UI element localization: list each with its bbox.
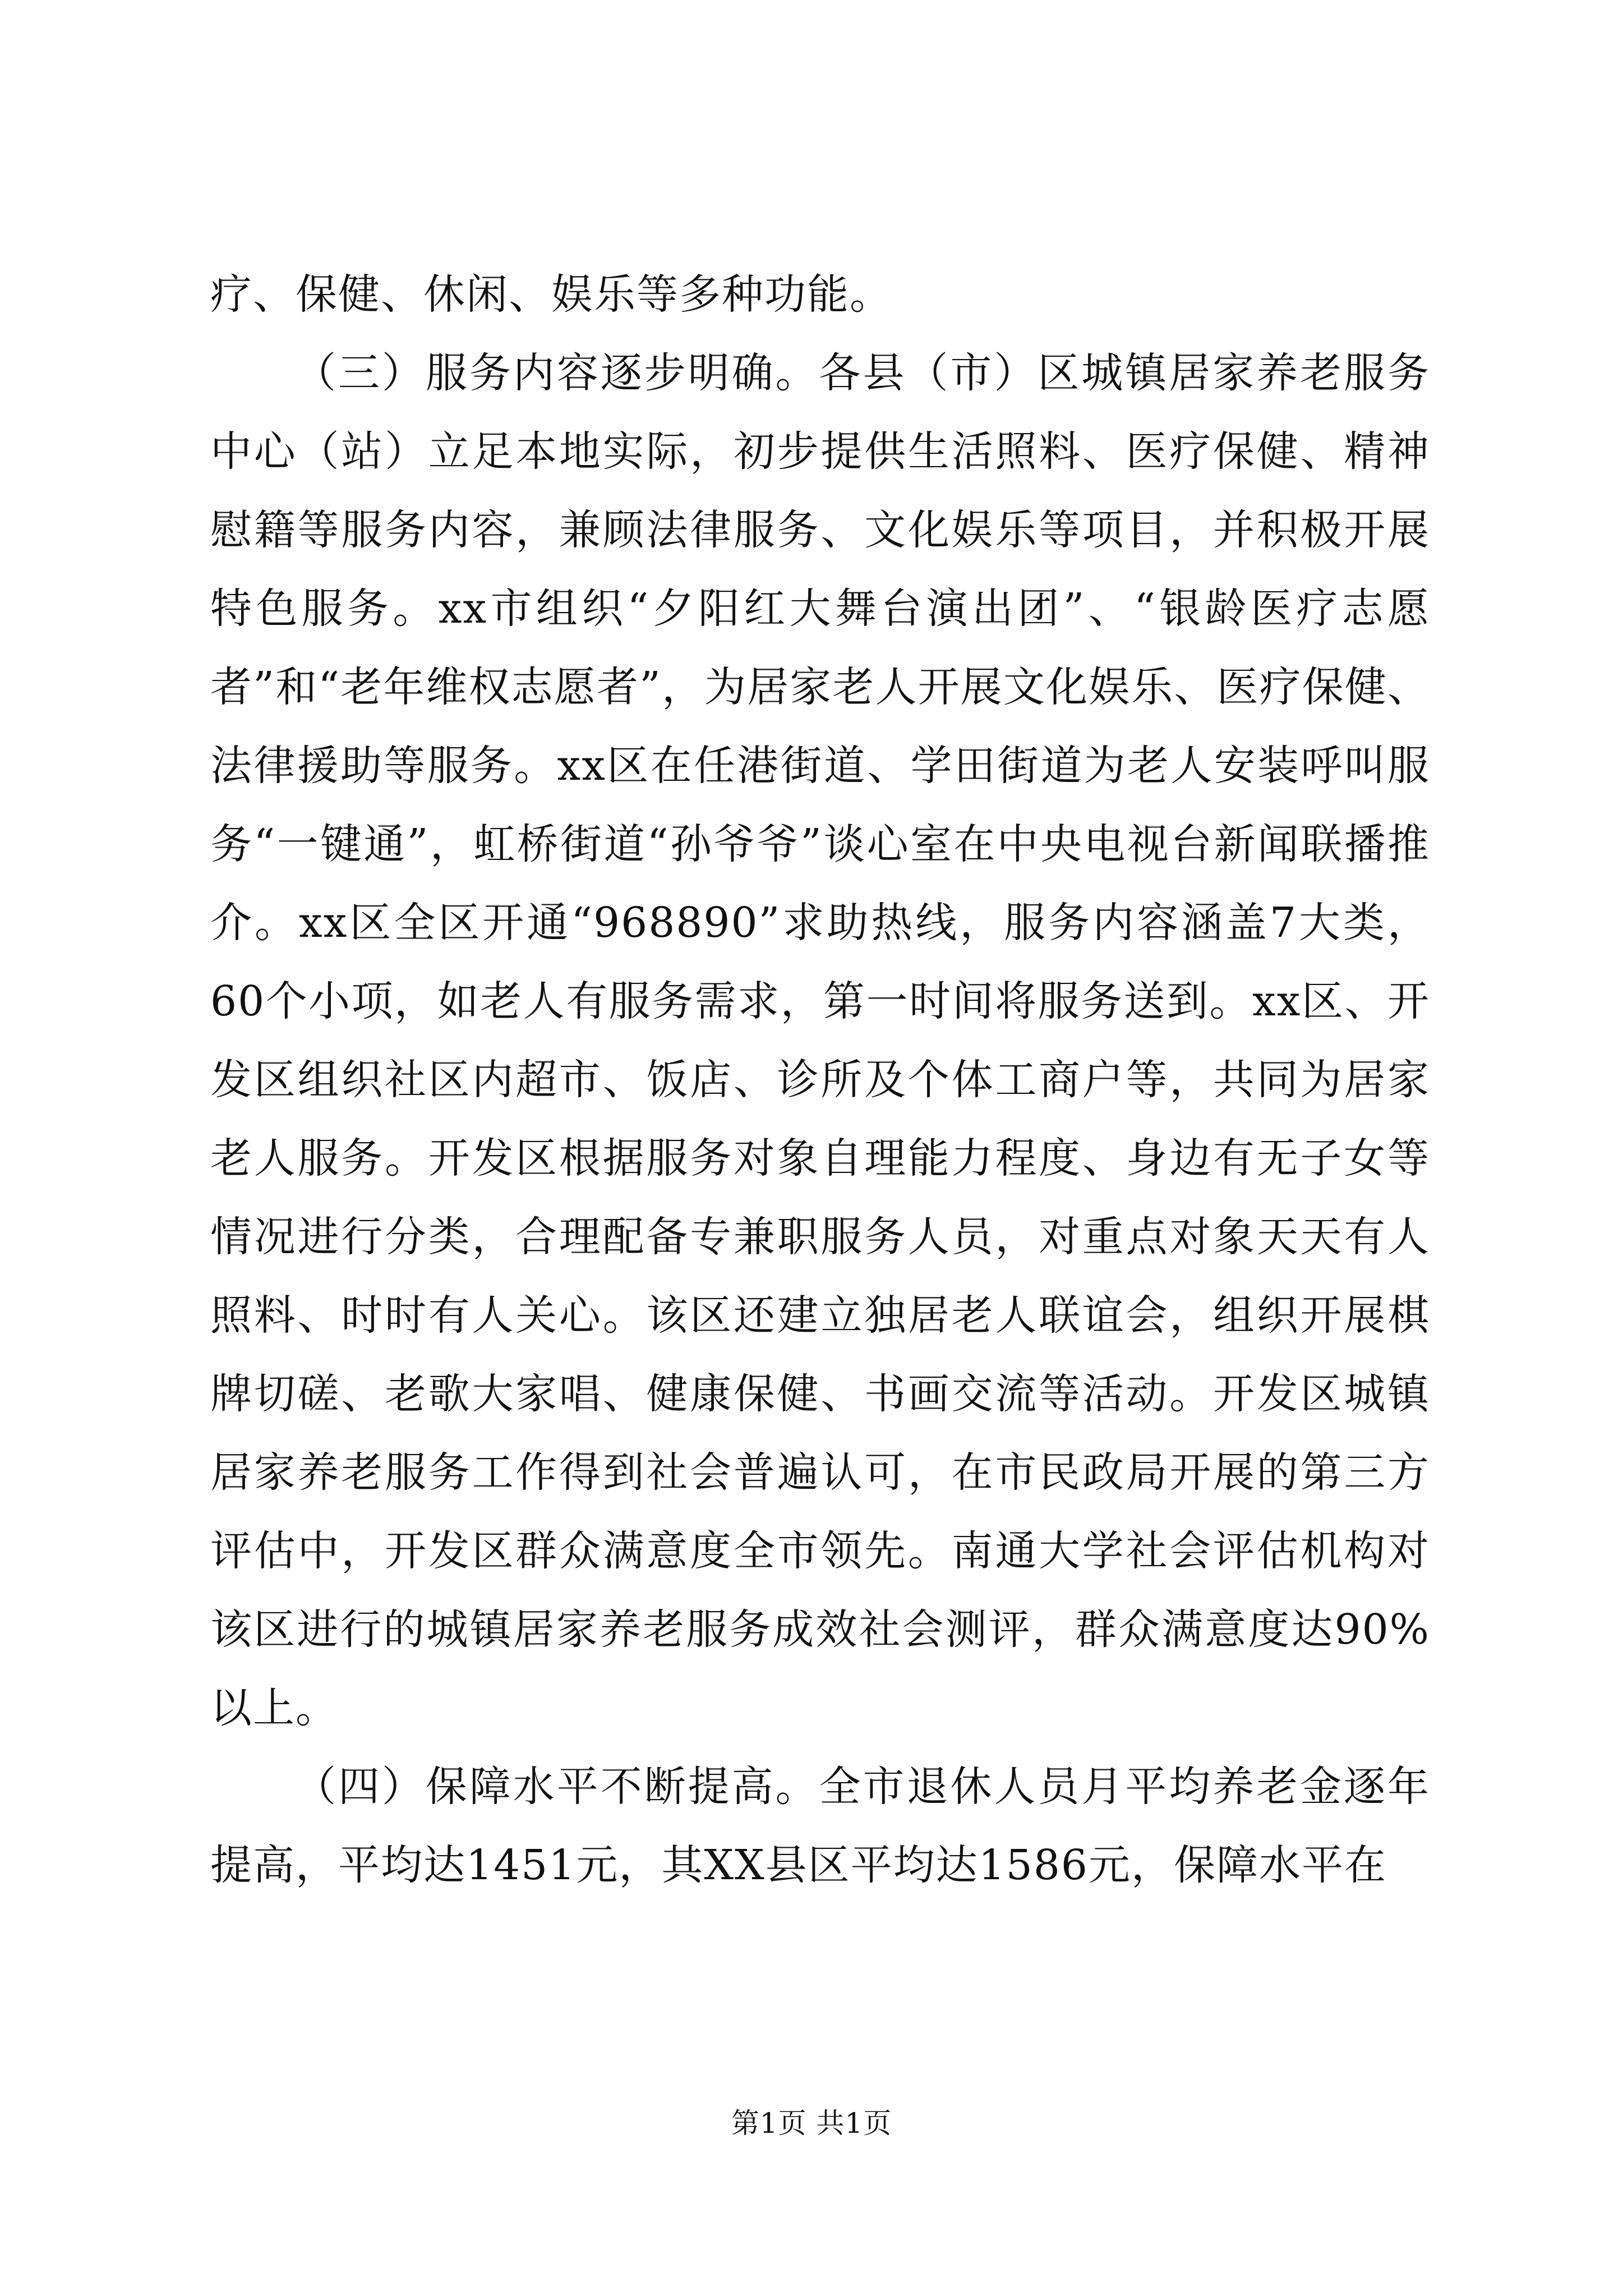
document-body (210, 255, 1430, 1904)
paragraph-section-3: （三）服务内容逐步明确。各县（市）区城镇居家养老服务中心（站）立足本地实际，初步提供生活照料、医疗保健、精神慰籍等服务内容，兼顾法律服务、文化娱乐等项目，并积极开展特色服务。xx市组织“夕阳红大舞台演出团”、“银龄医疗志愿者”和“老年维权志愿者”，为居家老人开展文化娱乐、医疗保健、法律援助等服务。xx区在任港街道、学田街道为老人安装呼叫服务“一键通”，虹桥街道“孙爷爷”谈心室在中央电视台新闻联播推介。xx区全区开通“968890”求助热线，服务内容涵盖7大类，60个小项，如老人有服务需求，第一时间将服务送到。xx区、开发区组织社区内超市、饭店、诊所及个体工商户等，共同为居家老人服务。开发区根据服务对象自理能力程度、身边有无子女等情况进行分类，合理配备专兼职服务人员，对重点对象天天有人照料、时时有人关心。该区还建立独居老人联谊会，组织开展棋牌切磋、老歌大家唱、健康保健、书画交流等活动。开发区城镇居家养老服务工作得到社会普遍认可，在市民政局开展的第三方评估中，开发区群众满意度全市领先。南通大学社会评估机构对该区进行的城镇居家养老服务成效社会测评，群众满意度达90%以上。 (210, 349, 1430, 1732)
paragraph-section-4: （四）保障水平不断提高。全市退休人员月平均养老金逐年提高，平均达1451元，其XX县区平均达1586元，保障水平在 (210, 1763, 1430, 1889)
page-footer: 第1页 共1页 (731, 2107, 892, 2139)
paragraph-continuation: 疗、保健、休闲、娱乐等多种功能。 (210, 270, 892, 319)
